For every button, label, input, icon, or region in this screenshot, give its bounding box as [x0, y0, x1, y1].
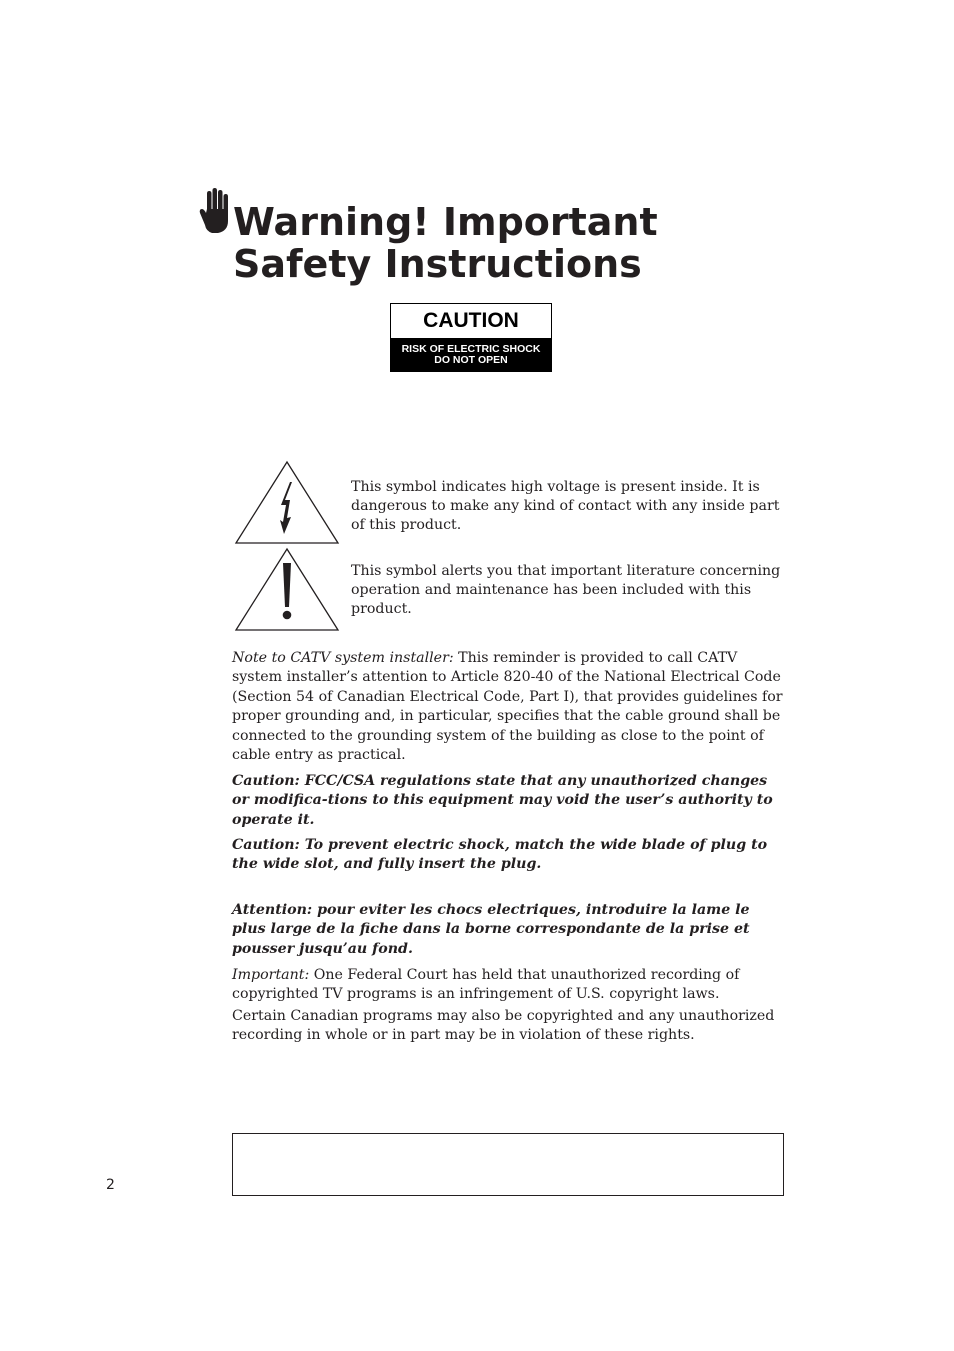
shock-caution: Caution: To prevent electric shock, match the wide blade of plug to the wide slot, and fully insert the plug.	[232, 837, 768, 873]
hand-icon	[198, 187, 234, 239]
catv-note-lead: Note to CATV system installer:	[232, 650, 454, 666]
catv-note	[232, 649, 788, 765]
caution-label	[390, 303, 552, 372]
caution-warning	[391, 338, 551, 371]
caution-heading: CAUTION	[423, 309, 519, 332]
caution-line-1: RISK OF ELECTRIC SHOCK	[401, 343, 541, 355]
title-line-2: Safety Instructions	[233, 242, 642, 286]
caution-line-2: DO NOT OPEN	[434, 354, 508, 366]
lightning-triangle-icon	[234, 460, 340, 545]
french-attention: Attention: pour eviter les chocs electriques, introduire la lame le plus large de la fiche dans la borne correspondante de la prise et pousser jusqu’au fond.	[232, 902, 750, 957]
exclamation-triangle-icon	[234, 547, 340, 632]
fcc-caution: Caution: FCC/CSA regulations state that any unauthorized changes or modifica-tions to this equipment may void the user’s authority to operate it.	[232, 773, 773, 828]
catv-note-body: This reminder is provided to call CATV system installer’s attention to Article 820-40 of the National Electrical Code (Section 54 of Canadian Electrical Code, Part I), that provides guidelines for proper grounding and, in particular, specifies that the cable ground shall be connected to the grounding system of the building as close to the point of cable entry as practical.	[232, 650, 783, 764]
important-body: One Federal Court has held that unauthorized recording of copyrighted TV programs is an infringement of U.S. copyright laws.	[232, 967, 740, 1003]
title-line-1: Warning! Important	[233, 200, 658, 244]
canadian-note: Certain Canadian programs may also be copyrighted and any unauthorized recording in whole or in part may be in violation of these rights.	[232, 1008, 775, 1044]
page-title	[233, 201, 658, 285]
page-number: 2	[106, 1177, 115, 1193]
high-voltage-description: This symbol indicates high voltage is present inside. It is dangerous to make any kind of contact with any inside part of this product.	[351, 479, 780, 534]
notice-box	[232, 1133, 784, 1196]
literature-description: This symbol alerts you that important literature concerning operation and maintenance has been included with this product.	[351, 563, 781, 618]
important-lead: Important:	[232, 967, 310, 983]
important-note	[232, 966, 788, 1005]
